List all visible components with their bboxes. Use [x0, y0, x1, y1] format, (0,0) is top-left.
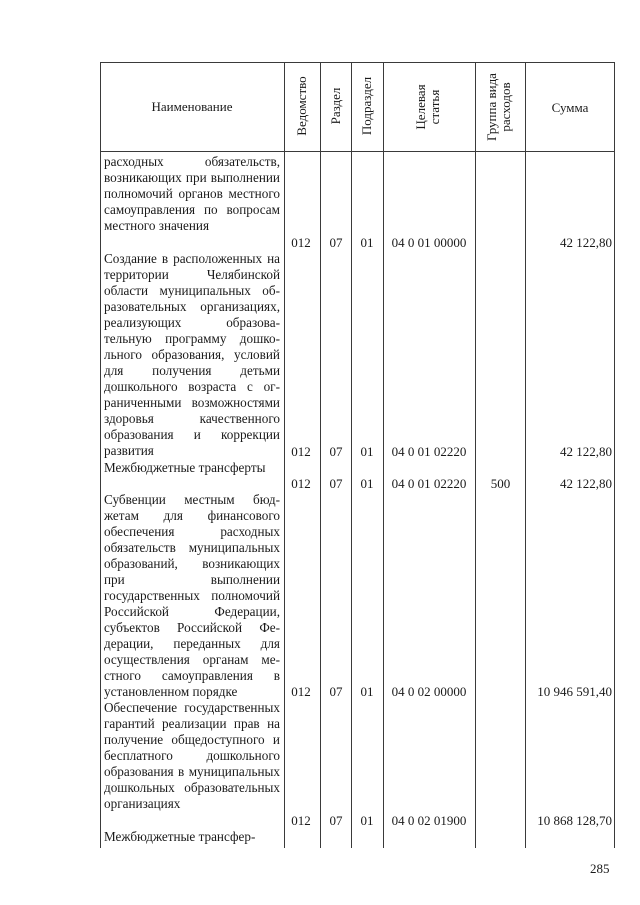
row-razdel: 07 [329, 235, 343, 250]
row-name: Субвенции местным бюджетам для финансового обеспечения расходных обязательств муниципальных образований, возникающих при выполнении государственных полномочий Российской Федерации, субъектов Российской Федерации, переданных для осуществления органам местного самоуправления в установленном порядке [104, 492, 280, 699]
header-celevaya: Целевая статья [413, 84, 442, 130]
table-right-border [614, 62, 615, 848]
row-name: расходных обязательств, возникающих при выполнении полномочий органов местного самоуправления по вопросам местного значения [104, 154, 280, 233]
row-vedomstvo: 012 [291, 684, 311, 699]
col-divider-name [284, 62, 285, 848]
row-razdel: 07 [329, 813, 343, 828]
row-vedomstvo: 012 [291, 235, 311, 250]
row-vedomstvo: 012 [291, 476, 311, 491]
row-razdel: 07 [329, 444, 343, 459]
row-name: Обеспечение государственных гарантий реализации прав на получение общедоступного и бесплатного дошкольного образования в муниципальных дошкольных образовательных организациях [104, 700, 280, 811]
row-summa: 42 122,80 [560, 444, 612, 459]
header-gruppa: Группа вида расходов [484, 73, 513, 141]
row-celevaya: 04 0 02 00000 [391, 684, 467, 699]
row-podrazdel: 01 [360, 444, 374, 459]
row-podrazdel: 01 [360, 476, 374, 491]
table-left-border [100, 62, 101, 848]
row-celevaya: 04 0 01 00000 [391, 235, 467, 250]
header-bottom-border [100, 151, 615, 152]
row-gruppa: 500 [490, 476, 511, 491]
col-divider-celevaya [475, 62, 476, 848]
col-divider-podrazdel [383, 62, 384, 848]
header-razdel: Раздел [328, 87, 343, 125]
row-summa: 42 122,80 [560, 476, 612, 491]
row-name: Межбюджетные трансферты [104, 460, 266, 475]
row-vedomstvo: 012 [291, 444, 311, 459]
row-razdel: 07 [329, 684, 343, 699]
col-divider-vedomstvo [320, 62, 321, 848]
header-vedomstvo: Ведомство [294, 76, 309, 136]
row-summa: 42 122,80 [560, 235, 612, 250]
col-divider-razdel [351, 62, 352, 848]
row-podrazdel: 01 [360, 235, 374, 250]
row-summa: 10 946 591,40 [537, 684, 612, 699]
row-celevaya: 04 0 01 02220 [391, 476, 467, 491]
row-name: Межбюджетные трансфер- [104, 829, 256, 844]
row-name: Создание в расположенных на территории Челябинской области муниципальных образовательных организациях, реализующих образовательную программу дошкольного образования, условий для получения детьми дошкольного возраста с ограниченными возможностями здоровья качественного образования и коррекции развития [104, 251, 280, 458]
header-summa: Сумма [551, 100, 589, 115]
table-top-border [100, 62, 615, 63]
row-vedomstvo: 012 [291, 813, 311, 828]
header-name: Наименование [151, 99, 233, 114]
header-podrazdel: Подраздел [359, 76, 374, 136]
row-razdel: 07 [329, 476, 343, 491]
row-celevaya: 04 0 01 02220 [391, 444, 467, 459]
row-summa: 10 868 128,70 [537, 813, 612, 828]
row-podrazdel: 01 [360, 813, 374, 828]
page-number: 285 [590, 861, 610, 876]
row-celevaya: 04 0 02 01900 [391, 813, 467, 828]
row-podrazdel: 01 [360, 684, 374, 699]
